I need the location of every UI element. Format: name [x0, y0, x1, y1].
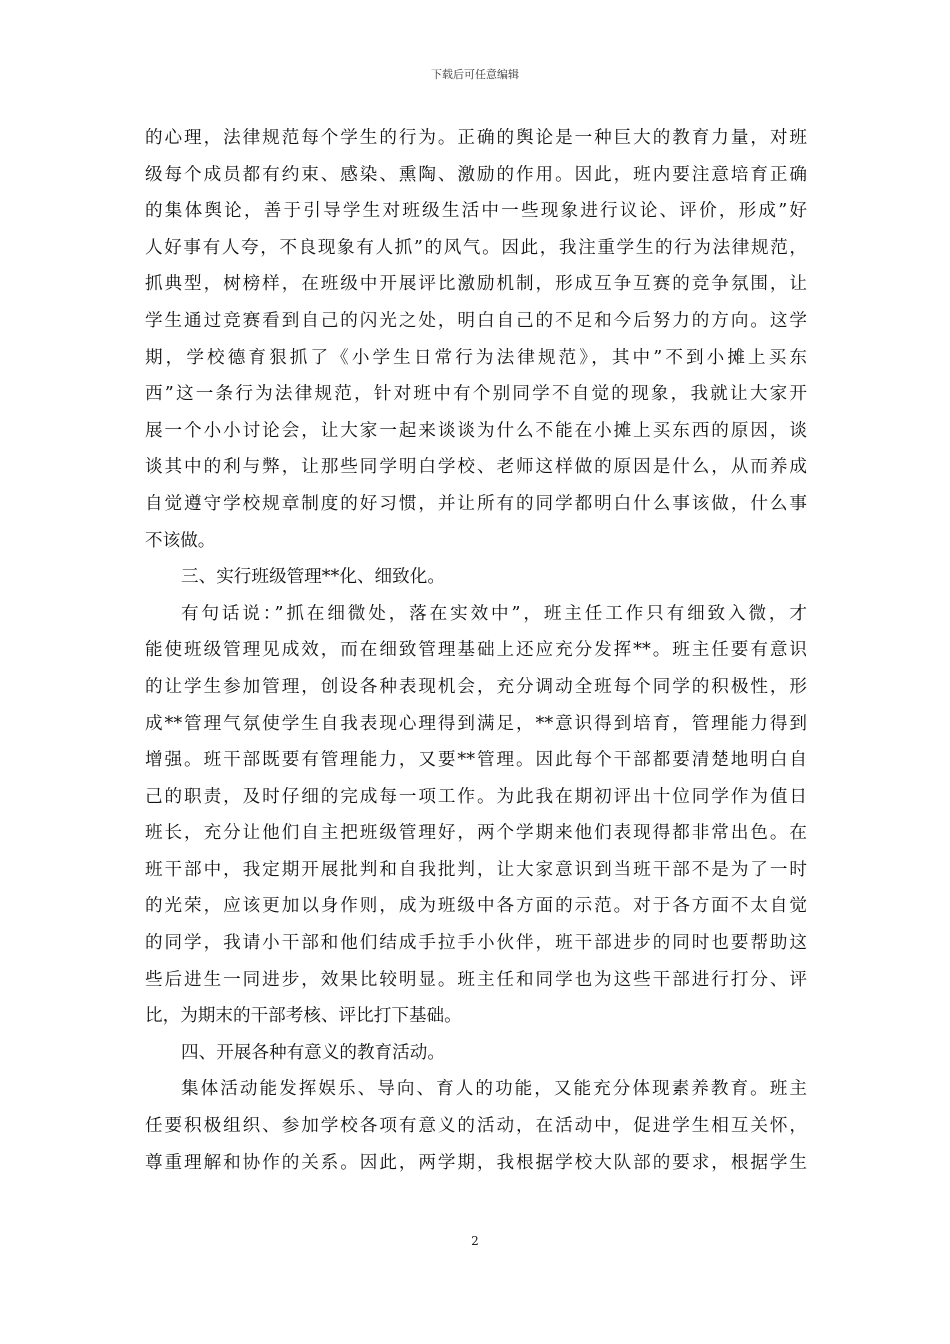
page-header: 下载后可任意编辑 [431, 68, 519, 81]
page-number: 2 [471, 1234, 479, 1248]
text-line: 集体活动能发挥娱乐、导向、育人的功能，又能充分体现素养教育。班主 [181, 1079, 807, 1100]
text-line: 抓典型，树榜样，在班级中开展评比激励机制，形成互争互赛的竞争氛围，让 [145, 274, 807, 295]
text-line: 比，为期末的干部考核、评比打下基础。 [145, 1006, 462, 1027]
text-line: 人好事有人夸，不良现象有人抓”的风气。因此，我注重学生的行为法律规范， [145, 237, 807, 258]
text-line: 谈其中的利与弊，让那些同学明白学校、老师这样做的原因是什么，从而养成 [145, 457, 807, 478]
text-line: 期，学校德育狠抓了《小学生日常行为法律规范》，其中”不到小摊上买东 [145, 347, 807, 368]
text-line: 学生通过竞赛看到自己的闪光之处，明白自己的不足和今后努力的方向。这学 [145, 310, 807, 331]
text-line: 尊重理解和协作的关系。因此，两学期，我根据学校大队部的要求，根据学生 [145, 1152, 807, 1173]
text-line: 西”这一条行为法律规范，针对班中有个别同学不自觉的现象，我就让大家开 [145, 384, 807, 405]
text-line: 有句话说：”抓在细微处，落在实效中”，班主任工作只有细致入微，才 [181, 603, 807, 624]
text-line: 不该做。 [145, 530, 216, 551]
text-line: 的光荣，应该更加以身作则，成为班级中各方面的示范。对于各方面不太自觉 [145, 896, 807, 917]
text-line: 的集体舆论，善于引导学生对班级生活中一些现象进行议论、评价，形成”好 [145, 201, 807, 222]
text-line: 级每个成员都有约束、感染、熏陶、激励的作用。因此，班内要注意培育正确 [145, 164, 807, 185]
text-line: 自觉遵守学校规章制度的好习惯，并让所有的同学都明白什么事该做，什么事 [145, 493, 807, 514]
text-line: 任要积极组织、参加学校各项有意义的活动，在活动中，促进学生相互关怀， [145, 1116, 807, 1137]
section-heading: 四、开展各种有意义的教育活动。 [181, 1042, 445, 1063]
section-heading: 三、实行班级管理**化、细致化。 [181, 567, 445, 588]
text-line: 的让学生参加管理，创设各种表现机会，充分调动全班每个同学的积极性，形 [145, 676, 807, 697]
text-line: 些后进生一同进步，效果比较明显。班主任和同学也为这些干部进行打分、评 [145, 969, 807, 990]
text-line: 的心理，法律规范每个学生的行为。正确的舆论是一种巨大的教育力量，对班 [145, 128, 807, 148]
text-line: 班长，充分让他们自主把班级管理好，两个学期来他们表现得都非常出色。在 [145, 823, 807, 844]
text-line: 班干部中，我定期开展批判和自我批判，让大家意识到当班干部不是为了一时 [145, 859, 807, 880]
document-body [145, 120, 807, 1181]
text-line: 展一个小小讨论会，让大家一起来谈谈为什么不能在小摊上买东西的原因，谈 [145, 420, 807, 441]
text-line: 增强。班干部既要有管理能力，又要**管理。因此每个干部都要清楚地明白自 [145, 750, 807, 771]
text-line: 能使班级管理见成效，而在细致管理基础上还应充分发挥**。班主任要有意识 [145, 640, 807, 661]
text-line: 己的职责，及时仔细的完成每一项工作。为此我在期初评出十位同学作为值日 [145, 786, 807, 807]
text-line: 成**管理气氛使学生自我表现心理得到满足，**意识得到培育，管理能力得到 [145, 713, 807, 734]
text-line: 的同学，我请小干部和他们结成手拉手小伙伴，班干部进步的同时也要帮助这 [145, 933, 807, 954]
